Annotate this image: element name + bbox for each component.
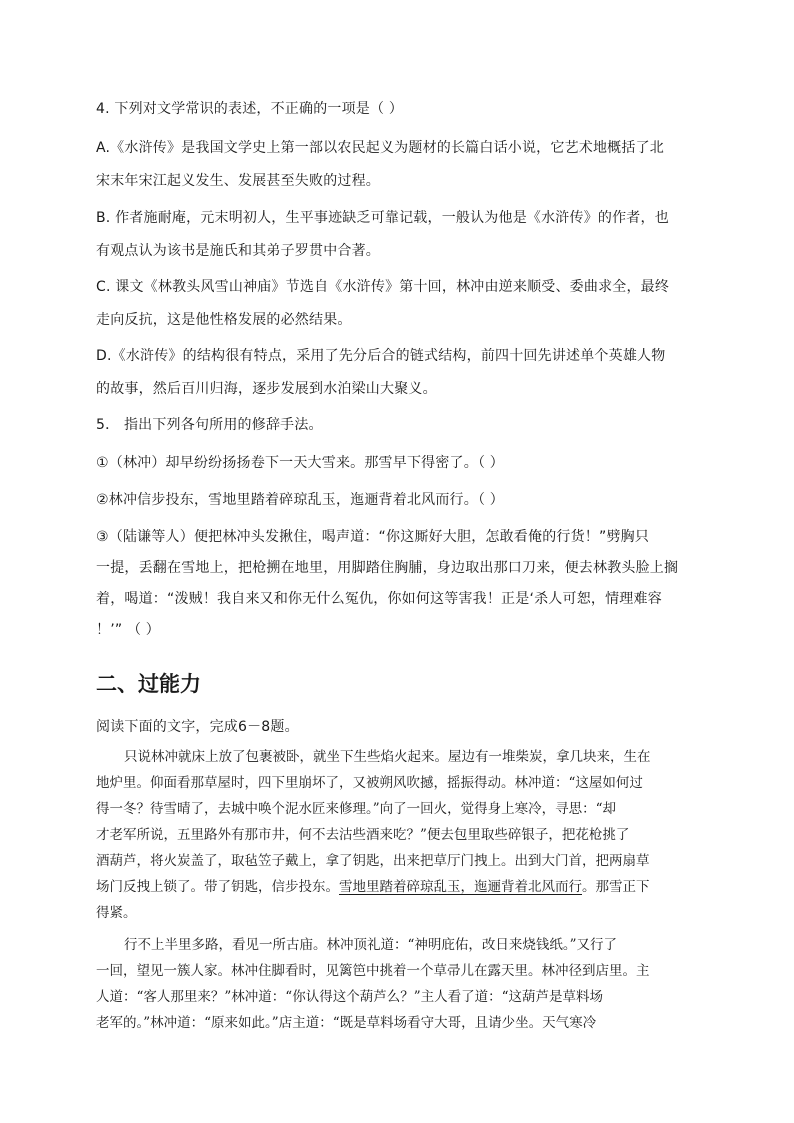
- question-5-sentence-3-line-2: 一提，丢翻在雪地上，把枪搠在地里，用脚踏住胸脯，身边取出那口刀来，便去林教头脸上搁: [96, 560, 679, 576]
- question-5-sentence-2: ②林冲信步投东，雪地里踏着碎琼乱玉，迤逦背着北风而行。（ ）: [96, 492, 504, 508]
- passage-1-line-6: [96, 874, 700, 900]
- passage-2-line-1: 行不上半里多路，看见一所古庙。林冲顶礼道：“神明庇佑，改日来烧钱纸。”又行了: [124, 937, 618, 953]
- question-4-option-d-line-1: D.《水浒传》的结构很有特点，采用了先分后合的链式结构，前四十回先讲述单个英雄人物: [96, 348, 666, 364]
- passage-1-line-4: 才老军所说，五里路外有那市井，何不去沽些酒来吃？”便去包里取些碎银子，把花枪挑了: [96, 827, 630, 843]
- section-heading: 二、过能力: [96, 672, 201, 696]
- passage-1-line-1: 只说林冲就床上放了包裹被卧，就坐下生些焰火起来。屋边有一堆柴炭，拿几块来，生在: [124, 749, 651, 765]
- question-5-sentence-3-line-1: ③（陆谦等人）便把林冲头发揪住，喝声道：“你这厮好大胆，怎敢看俺的行货！”劈胸只: [96, 529, 650, 545]
- question-4-option-c-line-1: C. 课文《林教头风雪山神庙》节选自《水浒传》第十回，林冲由逆来顺受、委曲求全，最终: [96, 279, 670, 295]
- passage-1-line-5: 酒葫芦，将火炭盖了，取毡笠子戴上，拿了钥匙，出来把草厅门拽上。出到大门首，把两扇草: [96, 853, 650, 869]
- passage-text: 场门反拽上锁了。带了钥匙，信步投东。: [96, 879, 339, 895]
- question-4-option-c-line-2: 走向反抗，这是他性格发展的必然结果。: [96, 312, 352, 328]
- question-4-option-b-line-2: 有观点认为该书是施氏和其弟子罗贯中合著。: [96, 243, 380, 259]
- passage-2-line-2: 一回，望见一簇人家。林冲住脚看时，见篱笆中挑着一个草帚儿在露天里。林冲径到店里。主: [96, 963, 650, 979]
- question-5-stem: 5． 指出下列各句所用的修辞手法。: [96, 417, 323, 433]
- question-5-sentence-3-line-3: 着，喝道：“泼贼！我自来又和你无什么冤仇，你如何这等害我！正是‘杀人可恕，情理难容: [96, 591, 662, 607]
- passage-2-line-4: 老军的。”林冲道：“原来如此。”店主道：“既是草料场看守大哥，且请少坐。天气寒冷: [96, 1015, 597, 1031]
- passage-1-line-3: 得一冬？待雪晴了，去城中唤个泥水匠来修理。”向了一回火，觉得身上寒冷，寻思：“却: [96, 801, 617, 817]
- question-5-sentence-3-line-4: ！’” （ ）: [96, 622, 161, 638]
- question-4-option-a-line-2: 宋末年宋江起义发生、发展甚至失败的过程。: [96, 173, 380, 189]
- underlined-sentence: 雪地里踏着碎琼乱玉，迤逦背着北风而行: [339, 879, 582, 895]
- reading-instruction: 阅读下面的文字，完成6－8题。: [96, 719, 299, 735]
- passage-1-line-7: 得紧。: [96, 905, 137, 921]
- question-4-option-d-line-2: 的故事，然后百川归海，逐步发展到水泊梁山大聚义。: [96, 381, 437, 397]
- passage-2-line-3: 人道：“客人那里来？”林冲道：“你认得这个葫芦么？”主人看了道：“这葫芦是草料场: [96, 989, 604, 1005]
- question-5-sentence-1: ①（林冲）却早纷纷扬扬卷下一天大雪来。那雪早下得密了。（ ）: [96, 455, 504, 471]
- question-4-option-b-line-1: B. 作者施耐庵，元末明初人，生平事迹缺乏可靠记载，一般认为他是《水浒传》的作者，也: [96, 210, 669, 226]
- question-4-option-a-line-1: A.《水浒传》是我国文学史上第一部以农民起义为题材的长篇白话小说，它艺术地概括了北: [96, 140, 664, 156]
- passage-text: 。那雪正下: [582, 879, 650, 895]
- passage-1-line-2: 地炉里。仰面看那草屋时，四下里崩坏了，又被朔风吹撼，摇振得动。林冲道：“这屋如何过: [96, 775, 643, 791]
- question-4-stem: 4. 下列对文学常识的表述，不正确的一项是（ ）: [96, 101, 404, 117]
